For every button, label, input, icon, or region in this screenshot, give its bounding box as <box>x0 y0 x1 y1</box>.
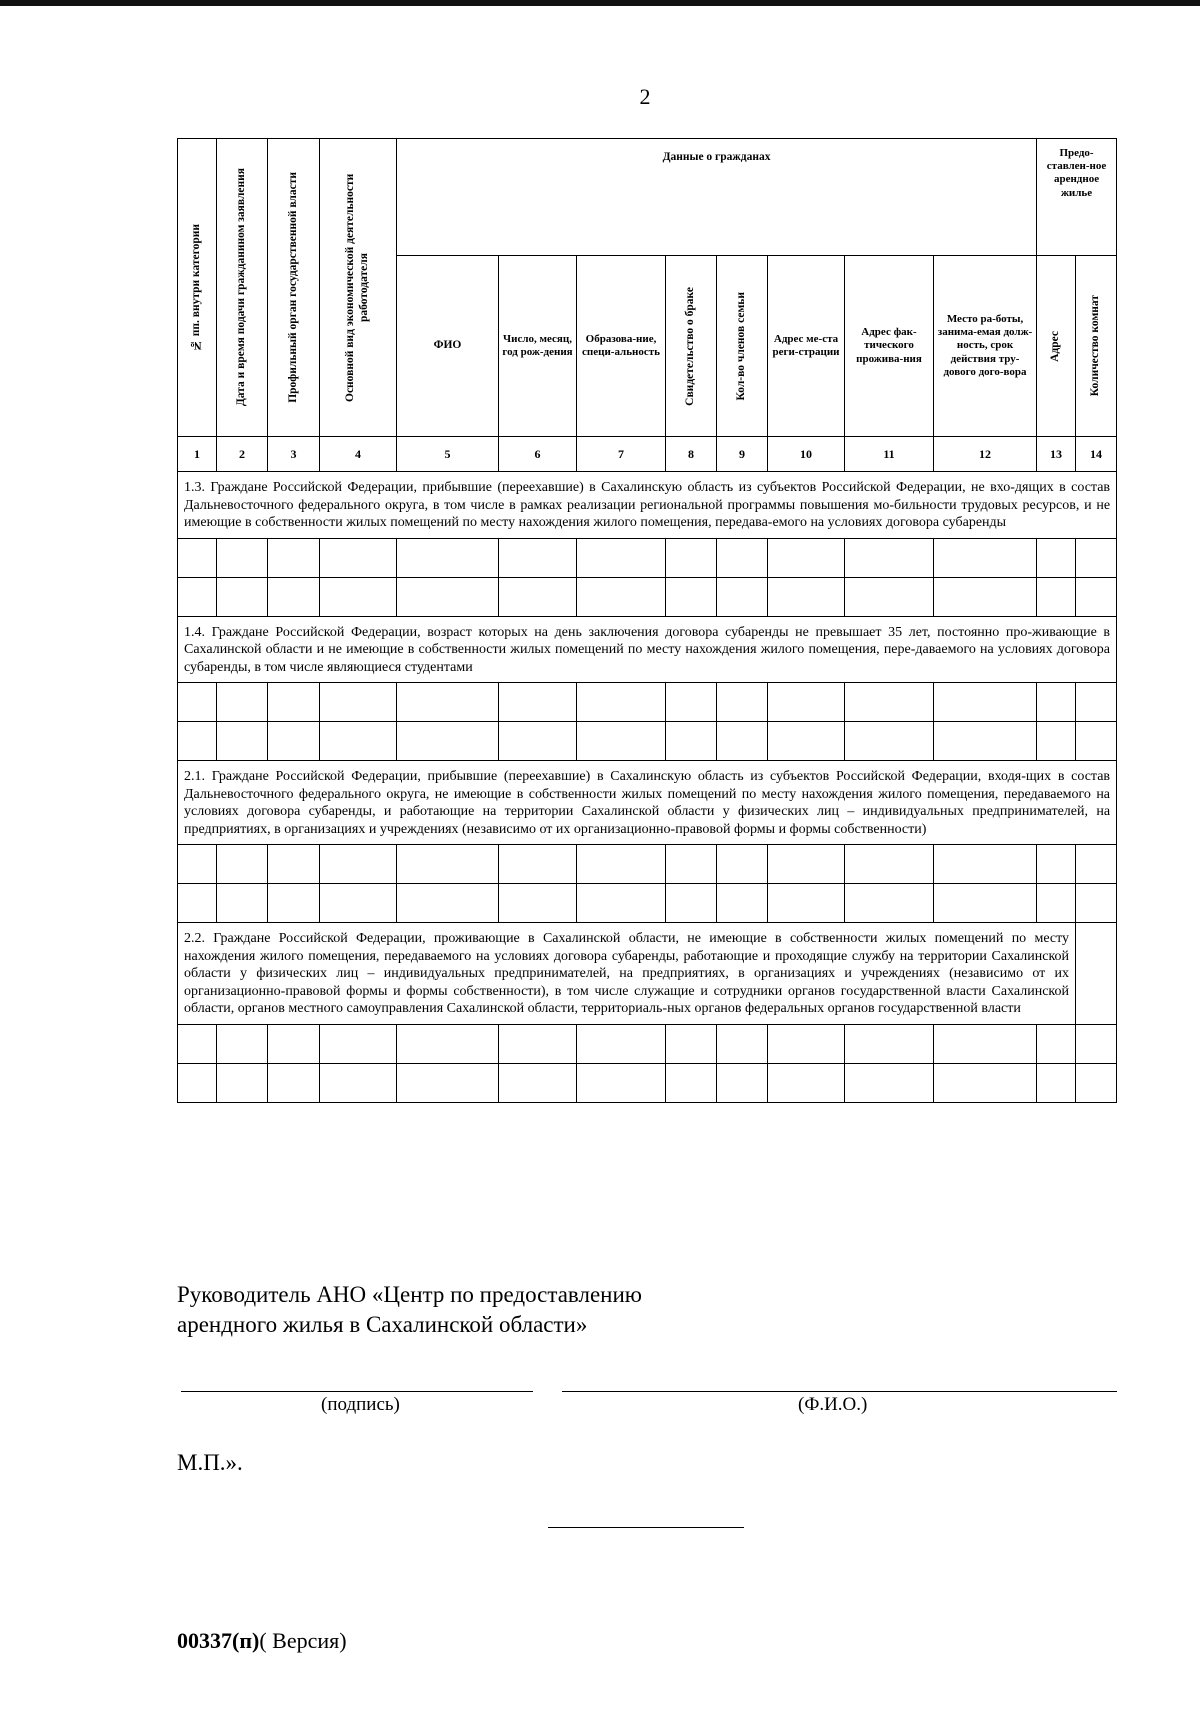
name-line <box>562 1391 1117 1392</box>
column-number: 5 <box>397 437 499 472</box>
header-col-6: Число, месяц, год рож-дения <box>499 256 577 437</box>
column-number: 8 <box>666 437 717 472</box>
header-col-9: Кол-во членов семьи <box>717 256 768 437</box>
header-col-7: Образова-ние, специ-альность <box>577 256 666 437</box>
column-number: 11 <box>845 437 934 472</box>
header-col-8: Свидетельство о браке <box>666 256 717 437</box>
section-row <box>178 472 1117 539</box>
column-numbers-row <box>178 437 1117 472</box>
column-number: 7 <box>577 437 666 472</box>
header-col-4: Основной вид экономической деятельности работодателя <box>320 139 397 437</box>
signature-line <box>181 1391 533 1392</box>
name-caption: (Ф.И.О.) <box>798 1394 868 1415</box>
table-row <box>178 884 1117 923</box>
stamp-place: М.П.». <box>177 1450 243 1475</box>
table-row <box>178 683 1117 722</box>
column-number: 6 <box>499 437 577 472</box>
header-col-12: Место ра-боты, занима-емая долж-ность, срок действия тру-дового дого-вора <box>934 256 1037 437</box>
table-row <box>178 1063 1117 1102</box>
document-version <box>177 1628 347 1654</box>
scan-top-edge <box>0 0 1200 6</box>
signatory-title-line-1: Руководитель АНО «Центр по предоставлению <box>177 1282 642 1307</box>
version-label: ( Версия) <box>259 1628 347 1653</box>
header-row-top <box>178 139 1117 256</box>
header-col-14: Количество комнат <box>1076 256 1117 437</box>
section-2-1-text: 2.1. Граждане Российской Федерации, прибывшие (переехавшие) в Сахалинскую область из субъектов Российской Федерации, входя-щих в состав Дальневосточного федерального округа, не имеющие в собственности жилых помещений по месту нахождения жилого помещения, передаваемого на условиях договора субаренды, и работающие на территории Сахалинской области у физических лиц – индивидуальных предпринимателей, на предприятиях, в организациях и учреждениях (независимо от их организационно-правовой формы и формы собственности) <box>178 761 1117 845</box>
document-code: 00337(п) <box>177 1628 260 1653</box>
column-number: 4 <box>320 437 397 472</box>
header-group-housing: Предо-ставлен-ное арендное жилье <box>1037 139 1117 256</box>
section-row <box>178 761 1117 845</box>
header-col-11: Адрес фак-тического прожива-ния <box>845 256 934 437</box>
section-row <box>178 616 1117 683</box>
table-row <box>178 577 1117 616</box>
column-number: 14 <box>1076 437 1117 472</box>
section-row <box>178 923 1117 1025</box>
section-1-3-text: 1.3. Граждане Российской Федерации, прибывшие (переехавшие) в Сахалинскую область из субъектов Российской Федерации, не вхо-дящих в состав Дальневосточного федерального округа, в том числе в рамках реализации региональной программы повышения мо-бильности трудовых ресурсов, и не имеющие в собственности жилых помещений по месту нахождения жилого помещения, передава-емого на условиях договора субаренды <box>178 472 1117 539</box>
header-col-10: Адрес ме-ста реги-страции <box>768 256 845 437</box>
column-number: 1 <box>178 437 217 472</box>
table-row <box>178 1024 1117 1063</box>
signatory-block <box>177 1280 642 1340</box>
header-col-1: № пп. внутри категории <box>178 139 217 437</box>
table-row <box>178 722 1117 761</box>
signatory-title-line-2: арендного жилья в Сахалинской области» <box>177 1312 588 1337</box>
section-2-2-text: 2.2. Граждане Российской Федерации, проживающие в Сахалинской области, не имеющие в собственности жилых помещений по месту нахождения жилого помещения, передаваемого на условиях договора субаренды, работающие и проходящие службу на территории Сахалинской области у физических лиц – индивидуальных предпринимателей, на предприятиях, в организациях и учреждениях (независимо от их организационно-правовой формы и формы собственности), в том числе служащие и сотрудники органов государственной власти Сахалинской области, органов местного самоуправления Сахалинской области, территориаль-ных органов федеральных органов государственной власти <box>178 923 1076 1025</box>
section-1-4-text: 1.4. Граждане Российской Федерации, возраст которых на день заключения договора субаренды не превышает 35 лет, постоянно про-живающие в Сахалинской области и не имеющие в собственности жилых помещений по месту нахождения жилого помещения, пере-даваемого на условиях договора субаренды, в том числе являющиеся студентами <box>178 616 1117 683</box>
header-group-citizens: Данные о гражданах <box>397 139 1037 256</box>
header-col-3: Профильный орган государственной власти <box>268 139 320 437</box>
column-number: 13 <box>1037 437 1076 472</box>
citizens-register-table <box>177 138 1117 1103</box>
column-number: 2 <box>217 437 268 472</box>
table-row <box>178 845 1117 884</box>
signature-caption: (подпись) <box>321 1394 400 1415</box>
column-number: 3 <box>268 437 320 472</box>
header-col-5: ФИО <box>397 256 499 437</box>
page-number: 2 <box>639 84 651 109</box>
column-number: 9 <box>717 437 768 472</box>
header-col-13: Адрес <box>1037 256 1076 437</box>
header-col-2: Дата и время подачи гражданином заявления <box>217 139 268 437</box>
end-divider <box>548 1527 744 1528</box>
column-number: 10 <box>768 437 845 472</box>
column-number: 12 <box>934 437 1037 472</box>
table-row <box>178 538 1117 577</box>
